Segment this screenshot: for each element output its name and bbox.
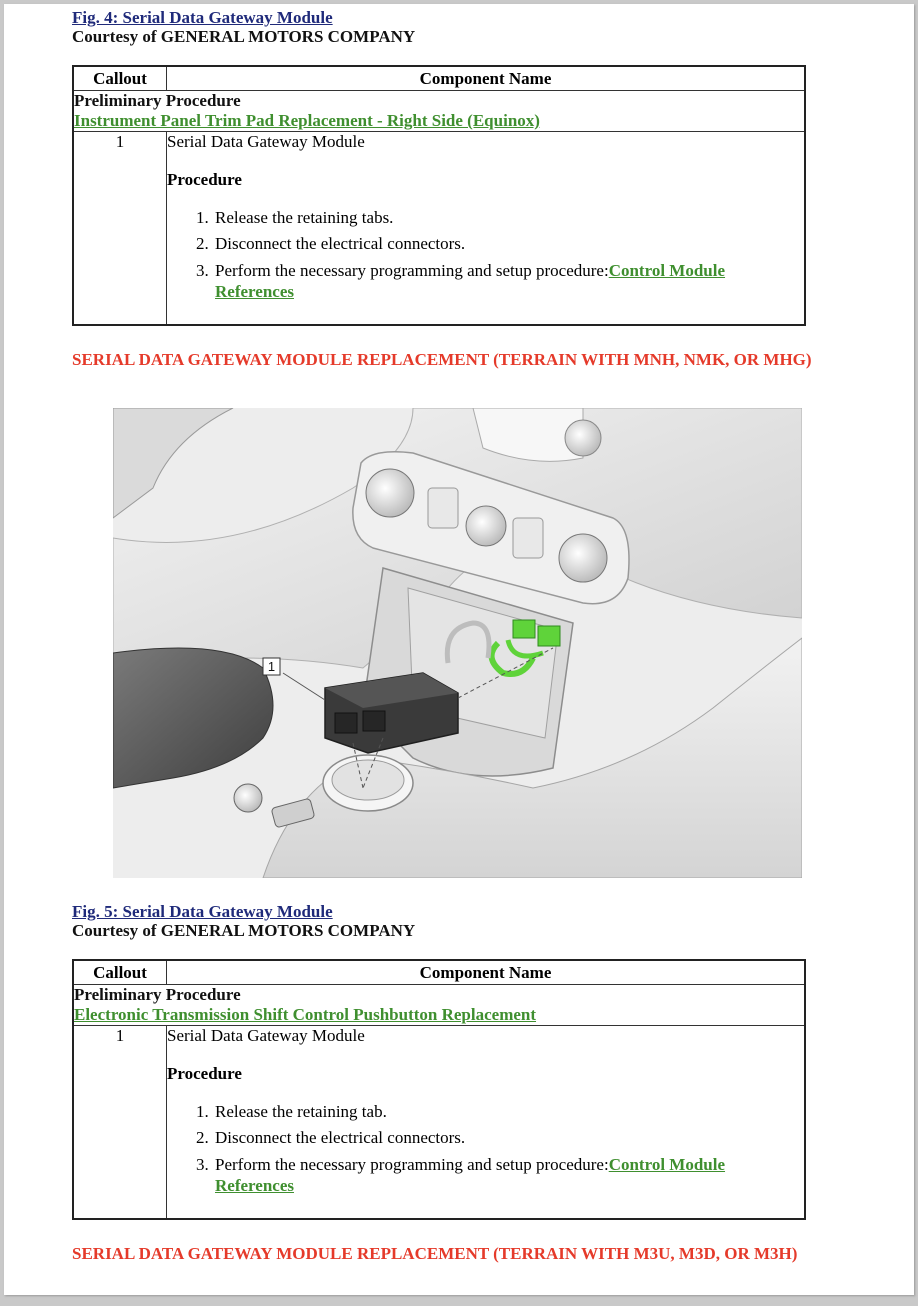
climate-knob-right	[559, 534, 607, 582]
harness-connector-1	[513, 620, 535, 638]
preliminary-cell	[73, 91, 805, 132]
step-text: Release the retaining tab.	[215, 1102, 387, 1121]
gateway-module-illustration	[113, 408, 802, 878]
procedure-label: Procedure	[167, 1064, 242, 1083]
component-column-header: Component Name	[167, 960, 806, 985]
table-row	[73, 132, 805, 325]
harness-connector-2	[538, 626, 560, 646]
callout-number-text: 1	[115, 132, 125, 151]
callout-column-header: Callout	[73, 960, 167, 985]
preliminary-cell	[73, 985, 805, 1026]
component-table-2	[72, 959, 806, 1220]
callout-number	[73, 1026, 167, 1219]
component-column-header: Component Name	[167, 66, 806, 91]
drive-mode-knob	[234, 784, 262, 812]
preliminary-procedure-link[interactable]: Instrument Panel Trim Pad Replacement - Right Side (Equinox)	[74, 111, 540, 130]
document-page	[4, 4, 914, 1295]
preliminary-procedure-label: Preliminary Procedure	[74, 91, 241, 110]
fig-5-courtesy: Courtesy of GENERAL MOTORS COMPANY	[72, 921, 416, 940]
climate-knob-center	[466, 506, 506, 546]
step-text: Disconnect the electrical connectors.	[215, 1128, 466, 1147]
fig-5-title-link[interactable]: Fig. 5: Serial Data Gateway Module	[72, 902, 333, 921]
component-name: Serial Data Gateway Module	[167, 1026, 365, 1045]
component-cell	[167, 132, 806, 325]
climate-buttons-right	[513, 518, 543, 558]
procedure-step	[213, 1102, 804, 1122]
preliminary-procedure-link[interactable]: Electronic Transmission Shift Control Pushbutton Replacement	[74, 1005, 537, 1024]
procedure-steps	[167, 208, 804, 302]
section-heading-m3u: SERIAL DATA GATEWAY MODULE REPLACEMENT (TERRAIN WITH M3U, M3D, OR M3H)	[72, 1244, 798, 1263]
procedure-step	[213, 234, 804, 254]
step-text: Perform the necessary programming and setup procedure:	[215, 1155, 609, 1174]
component-name: Serial Data Gateway Module	[167, 132, 365, 151]
section-heading-mnh: SERIAL DATA GATEWAY MODULE REPLACEMENT (TERRAIN WITH MNH, NMK, OR MHG)	[72, 350, 812, 369]
preliminary-row	[73, 985, 805, 1026]
upper-knob	[565, 420, 601, 456]
table-header-row	[73, 66, 805, 91]
step-text: Disconnect the electrical connectors.	[215, 234, 466, 253]
component-cell	[167, 1026, 806, 1219]
control-module-references-link[interactable]: Control Module References	[215, 261, 726, 301]
procedure-step	[213, 208, 804, 228]
component-table-1	[72, 65, 806, 326]
procedure-label: Procedure	[167, 170, 242, 189]
cupholder-inner	[332, 760, 404, 800]
preliminary-row	[73, 91, 805, 132]
procedure-step	[213, 260, 804, 302]
illustration-svg	[113, 408, 802, 878]
preliminary-procedure-label: Preliminary Procedure	[74, 985, 241, 1004]
callout-number	[73, 132, 167, 325]
fig-4-title-link[interactable]: Fig. 4: Serial Data Gateway Module	[72, 8, 333, 27]
climate-knob-left	[366, 469, 414, 517]
climate-buttons-left	[428, 488, 458, 528]
callout-column-header: Callout	[73, 66, 167, 91]
table-header-row	[73, 960, 805, 985]
procedure-steps	[167, 1102, 804, 1196]
step-text: Perform the necessary programming and setup procedure:	[215, 261, 609, 280]
callout-label: 1	[267, 659, 276, 674]
procedure-step	[213, 1128, 804, 1148]
control-module-references-link[interactable]: Control Module References	[215, 1155, 726, 1195]
fig-4-courtesy: Courtesy of GENERAL MOTORS COMPANY	[72, 27, 416, 46]
table-row	[73, 1026, 805, 1219]
callout-number-text: 1	[115, 1026, 125, 1045]
procedure-step	[213, 1154, 804, 1196]
step-text: Release the retaining tabs.	[215, 208, 394, 227]
